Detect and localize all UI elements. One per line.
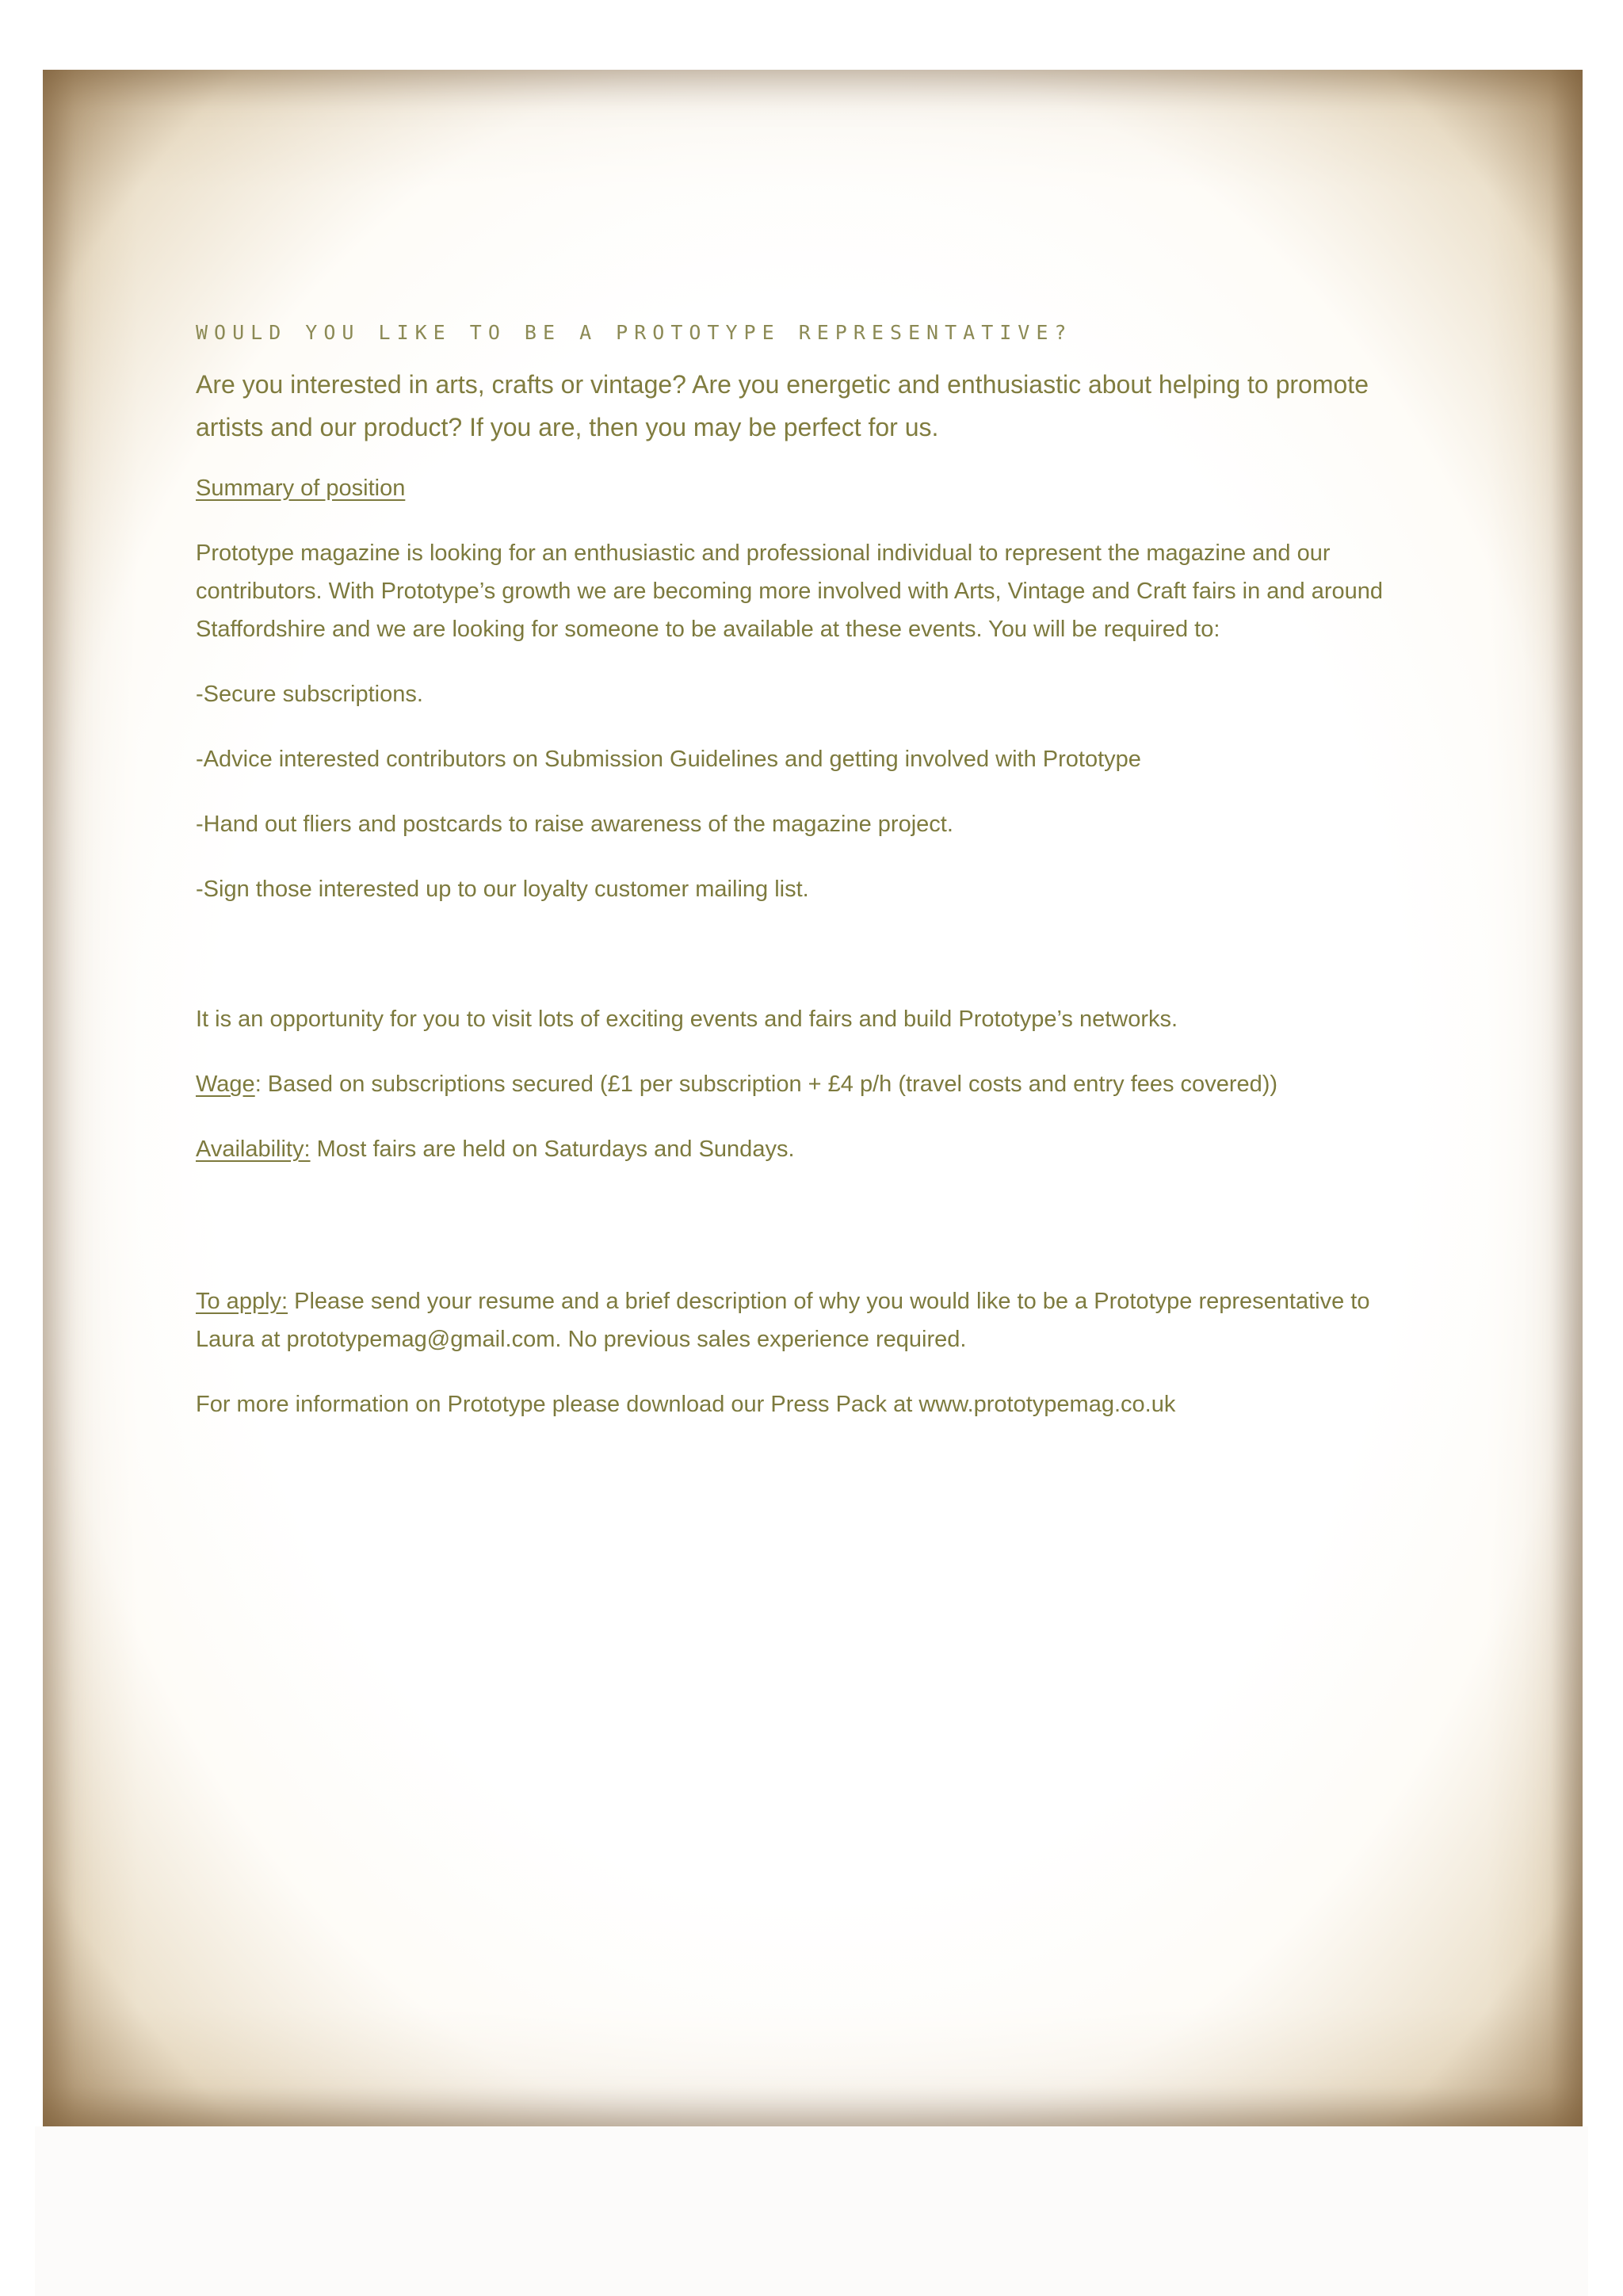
availability-label: Availability: (196, 1137, 311, 1162)
apply-label: To apply: (196, 1289, 288, 1314)
opportunity-paragraph: It is an opportunity for you to visit lots of exciting events and fairs and build Prototype’s networks. (196, 1007, 1178, 1032)
apply-paragraph (196, 1282, 1432, 1358)
page-title: WOULD YOU LIKE TO BE A PROTOTYPE REPRESENTATIVE? (196, 321, 1073, 344)
wage-paragraph (196, 1065, 1432, 1103)
summary-paragraph: Prototype magazine is looking for an enthusiastic and professional individual to represent the magazine and our contributors. With Prototype’s growth we are becoming more involved with Arts, Vintage and Craft fairs in and around Staffordshire and we are looking for someone to be available at these events. You will be required to: (196, 541, 1384, 642)
duty-item: -Hand out fliers and postcards to raise awareness of the magazine project. (196, 812, 953, 837)
spacer (196, 1195, 1432, 1282)
duty-item: -Sign those interested up to our loyalty customer mailing list. (196, 877, 809, 902)
spacer (196, 935, 1432, 1000)
intro-paragraph: Are you interested in arts, crafts or vintage? Are you energetic and enthusiastic about helping to promote artists and our product? If you are, then you may be perfect for us. (196, 370, 1369, 441)
duty-item: -Advice interested contributors on Submission Guidelines and getting involved with Prototype (196, 747, 1141, 772)
availability-text: Most fairs are held on Saturdays and Sundays. (310, 1137, 795, 1162)
apply-text: Please send your resume and a brief description of why you would like to be a Prototype representative to Laura at prototypemag@gmail.com. No previous sales experience required. (196, 1289, 1370, 1352)
summary-heading (196, 469, 1432, 507)
wage-label: Wage (196, 1072, 255, 1097)
summary-label: Summary of position (196, 476, 406, 501)
availability-paragraph (196, 1130, 1432, 1168)
document-body (196, 321, 1432, 1450)
page-margin (35, 2126, 1588, 2296)
wage-text: : Based on subscriptions secured (£1 per subscription + £4 p/h (travel costs and entry fees covered)) (254, 1072, 1278, 1097)
more-info-paragraph: For more information on Prototype please download our Press Pack at www.prototypemag.co.uk (196, 1392, 1176, 1417)
duty-item: -Secure subscriptions. (196, 682, 423, 707)
